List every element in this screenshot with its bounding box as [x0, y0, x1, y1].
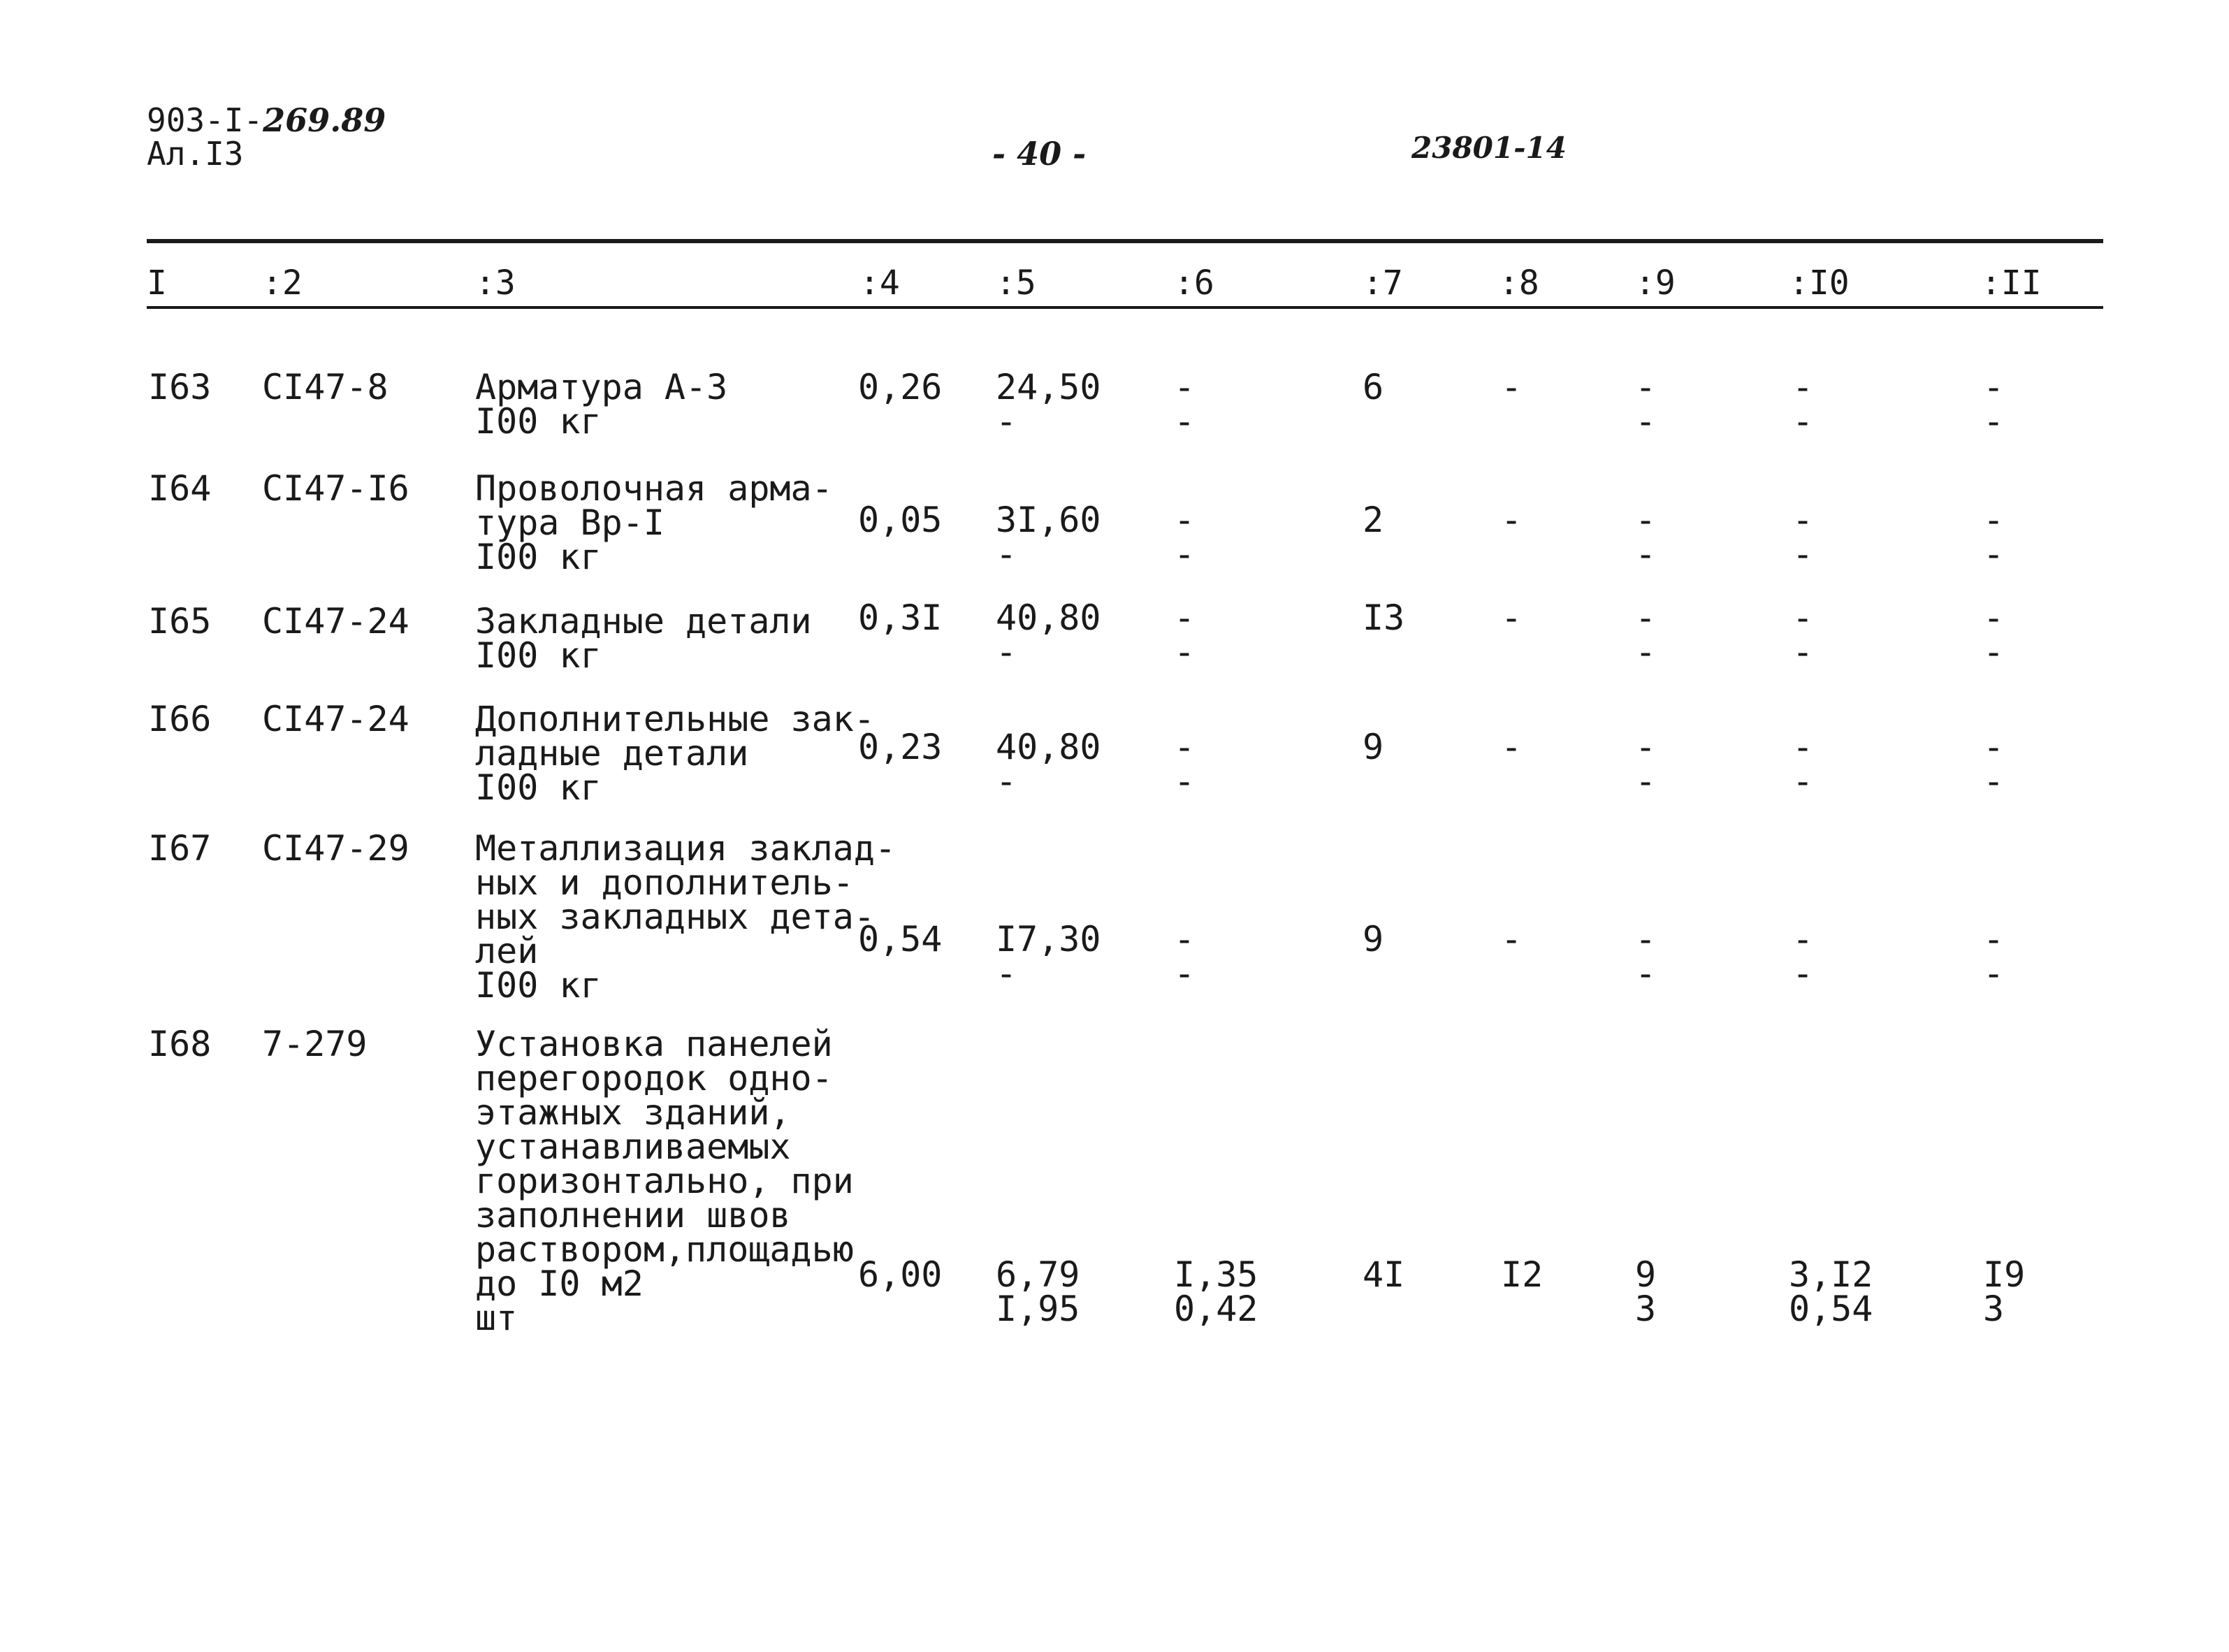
row-col5: 40,80 -: [996, 597, 1101, 672]
row-col6: - -: [1174, 367, 1196, 442]
row-col4: 6,00: [858, 1254, 943, 1295]
table-header-rule: [147, 306, 2103, 309]
row-col11: - -: [1983, 500, 2005, 574]
column-header-9: :9: [1635, 263, 1676, 303]
column-header-1: I: [147, 263, 167, 303]
row-code: CI47-24: [262, 601, 409, 642]
row-description: Установка панелей перегородок одно- этажных зданий, устанавливаемых горизонтально, при заполнении швов раствором,площадью до I0 м2 шт: [475, 1024, 854, 1338]
row-col6: - -: [1174, 500, 1196, 574]
column-header-2: :2: [262, 263, 303, 303]
row-col5: 3I,60 -: [996, 500, 1101, 574]
row-description: Проволочная арма- тура Вр-I I00 кг: [475, 468, 833, 577]
row-col9: - -: [1635, 597, 1657, 672]
row-number: I67: [148, 828, 212, 869]
row-col4: 0,54: [858, 919, 943, 959]
row-description: Закладные детали I00 кг: [475, 601, 812, 676]
row-col8: -: [1501, 367, 1523, 407]
row-col4: 0,05: [858, 500, 943, 540]
row-col9: - -: [1635, 727, 1657, 802]
reference-number: 23801-14: [1411, 131, 1567, 165]
row-col10: 3,I2 0,54: [1789, 1254, 1873, 1329]
row-col7: 4I: [1363, 1254, 1405, 1295]
row-col10: - -: [1792, 500, 1814, 574]
table-top-rule: [147, 239, 2103, 243]
row-code: CI47-I6: [262, 468, 409, 509]
row-description: Арматура А-3 I00 кг: [475, 367, 728, 442]
row-code: CI47-29: [262, 828, 409, 869]
doc-code: [147, 103, 386, 137]
row-col7: I3: [1363, 597, 1405, 638]
row-col10: - -: [1792, 597, 1814, 672]
column-header-4: :4: [859, 263, 900, 303]
row-col11: - -: [1983, 367, 2005, 442]
row-col11: I9 3: [1983, 1254, 2026, 1329]
row-col6: - -: [1174, 919, 1196, 994]
row-col11: - -: [1983, 727, 2005, 802]
album-number: Ал.I3: [147, 135, 244, 173]
row-col11: - -: [1983, 597, 2005, 672]
row-col6: I,35 0,42: [1174, 1254, 1258, 1329]
row-col9: - -: [1635, 367, 1657, 442]
row-col9: - -: [1635, 500, 1657, 574]
row-col7: 6: [1363, 367, 1384, 407]
page-number: - 40 -: [992, 135, 1087, 173]
row-number: I65: [148, 601, 212, 642]
row-col8: -: [1501, 919, 1523, 959]
row-col9: 9 3: [1635, 1254, 1657, 1329]
row-col6: - -: [1174, 597, 1196, 672]
row-col8: -: [1501, 727, 1523, 767]
row-code: CI47-24: [262, 699, 409, 739]
row-col7: 9: [1363, 919, 1384, 959]
row-description: Дополнительные зак- ладные детали I00 кг: [475, 699, 875, 808]
doc-code-printed: 903-I-: [147, 101, 263, 139]
row-col8: -: [1501, 597, 1523, 638]
column-header-3: :3: [475, 263, 516, 303]
row-col5: 24,50 -: [996, 367, 1101, 442]
column-header-10: :I0: [1789, 263, 1850, 303]
row-description: Металлизация заклад- ных и дополнитель- ных закладных дета- лей I00 кг: [475, 828, 896, 1006]
row-number: I64: [148, 468, 212, 509]
row-col8: I2: [1501, 1254, 1544, 1295]
column-header-5: :5: [996, 263, 1036, 303]
row-col9: - -: [1635, 919, 1657, 994]
row-number: I63: [148, 367, 212, 407]
row-col6: - -: [1174, 727, 1196, 802]
row-code: 7-279: [262, 1024, 368, 1064]
doc-code-handwritten: 269.89: [263, 101, 386, 139]
row-col5: 6,79 I,95: [996, 1254, 1080, 1329]
row-col4: 0,26: [858, 367, 943, 407]
column-header-6: :6: [1174, 263, 1214, 303]
column-header-7: :7: [1363, 263, 1403, 303]
column-header-11: :II: [1981, 263, 2042, 303]
row-col5: 40,80 -: [996, 727, 1101, 802]
row-col10: - -: [1792, 367, 1814, 442]
row-col10: - -: [1792, 919, 1814, 994]
row-col7: 2: [1363, 500, 1384, 540]
row-code: CI47-8: [262, 367, 389, 407]
column-header-8: :8: [1499, 263, 1539, 303]
row-col10: - -: [1792, 727, 1814, 802]
row-col11: - -: [1983, 919, 2005, 994]
row-col4: 0,3I: [858, 597, 943, 638]
row-number: I68: [148, 1024, 212, 1064]
row-col8: -: [1501, 500, 1523, 540]
row-number: I66: [148, 699, 212, 739]
row-col7: 9: [1363, 727, 1384, 767]
row-col5: I7,30 -: [996, 919, 1101, 994]
row-col4: 0,23: [858, 727, 943, 767]
